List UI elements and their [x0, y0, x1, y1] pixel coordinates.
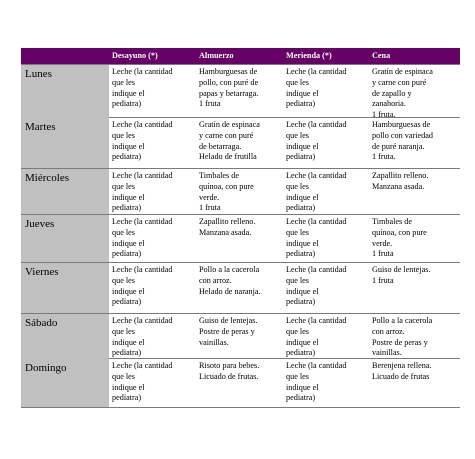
menu-line: Helado de frutilla	[199, 152, 257, 162]
menu-line: Leche (la cantidad	[286, 120, 347, 129]
merienda-cell	[283, 169, 369, 214]
menu-line: Leche (la cantidad	[112, 361, 173, 370]
menu-line: vainillas.	[199, 337, 229, 347]
menu-line: Manzana asada.	[372, 181, 425, 191]
menu-line: pediatra)	[112, 393, 142, 403]
menu-line: indique el	[286, 192, 319, 202]
table-row	[21, 214, 460, 262]
menu-line: Leche (la cantidad	[112, 316, 173, 325]
menu-line: pediatra)	[112, 99, 142, 109]
menu-line: indique el	[112, 286, 145, 296]
menu-line: Postre de peras y	[372, 337, 428, 347]
merienda-cell	[283, 314, 369, 359]
weekly-menu-table	[21, 48, 460, 408]
cena-cell	[369, 215, 460, 262]
menu-line: verde.	[372, 238, 393, 248]
menu-line: Zapallito relleno.	[372, 171, 429, 180]
menu-line: 1 fruta	[199, 99, 221, 109]
menu-line: indique el	[112, 337, 145, 347]
menu-line: Leche (la cantidad	[286, 217, 347, 226]
menu-line: pediatra)	[286, 393, 316, 403]
menu-line: pediatra)	[286, 249, 316, 259]
header-corner	[21, 48, 109, 64]
menu-line: con arroz.	[372, 326, 405, 336]
menu-line: vainillas.	[372, 348, 402, 358]
menu-line: Hamburguesas de	[199, 67, 258, 76]
menu-line: pediatra)	[112, 348, 142, 358]
menu-line: que les	[112, 181, 135, 191]
menu-line: Timbales de	[199, 171, 239, 180]
menu-line: pediatra)	[286, 152, 316, 162]
menu-line: Risoto para bebes.	[199, 361, 260, 370]
menu-line: pediatra)	[286, 348, 316, 358]
day-label: Sábado	[21, 314, 109, 359]
day-label: Lunes	[21, 65, 109, 121]
menu-line: Timbales de	[372, 217, 412, 226]
menu-line: y carne con puré	[372, 77, 427, 87]
menu-line: indique el	[112, 88, 145, 98]
merienda-cell	[283, 118, 369, 168]
table-row	[21, 117, 460, 168]
menu-line: Leche (la cantidad	[112, 171, 173, 180]
desayuno-cell	[109, 118, 196, 168]
merienda-cell	[283, 215, 369, 262]
menu-line: pediatra)	[286, 203, 316, 213]
menu-line: indique el	[112, 141, 145, 151]
menu-line: Guiso de lentejas.	[199, 316, 258, 325]
day-label: Martes	[21, 118, 109, 168]
table-row	[21, 64, 460, 120]
almuerzo-cell	[196, 215, 283, 262]
cena-cell	[369, 314, 460, 359]
menu-line: verde.	[199, 192, 220, 202]
menu-line: 1 fruta	[372, 275, 394, 285]
day-label: Viernes	[21, 263, 109, 313]
menu-line: Leche (la cantidad	[112, 67, 173, 76]
cena-cell	[369, 65, 460, 121]
menu-line: Licuado de frutas	[372, 371, 430, 381]
menu-line: Pollo a la cacerola	[199, 265, 260, 274]
menu-line: Licuado de frutas.	[199, 371, 259, 381]
cena-cell	[369, 359, 460, 407]
menu-line: Leche (la cantidad	[112, 120, 173, 129]
day-label: Domingo	[21, 359, 109, 407]
menu-line: que les	[286, 181, 309, 191]
menu-line: y carne con puré	[199, 130, 254, 140]
menu-line: que les	[112, 130, 135, 140]
menu-line: 1 fruta.	[372, 152, 396, 162]
header-almuerzo: Almuerzo	[199, 51, 234, 60]
menu-line: Leche (la cantidad	[112, 265, 173, 274]
menu-line: 1 fruta	[372, 249, 394, 259]
menu-line: papas y betarraga.	[199, 88, 259, 98]
menu-line: quínoa, con pure	[372, 227, 427, 237]
menu-line: que les	[286, 130, 309, 140]
header-merienda: Merienda (*)	[286, 51, 332, 60]
table-row	[21, 358, 460, 408]
menu-line: indique el	[286, 141, 319, 151]
menu-line: que les	[112, 275, 135, 285]
menu-line: indique el	[286, 286, 319, 296]
menu-line: indique el	[112, 382, 145, 392]
menu-line: Berenjena rellena.	[372, 361, 432, 370]
menu-line: que les	[112, 227, 135, 237]
menu-line: Leche (la cantidad	[286, 67, 347, 76]
table-body	[21, 64, 460, 408]
menu-line: Zapallito relleno.	[199, 217, 256, 226]
almuerzo-cell	[196, 169, 283, 214]
menu-line: Postre de peras y	[199, 326, 255, 336]
table-header	[21, 48, 460, 64]
menu-line: indique el	[286, 88, 319, 98]
almuerzo-cell	[196, 359, 283, 407]
day-label: Miércoles	[21, 169, 109, 214]
menu-line: indique el	[286, 337, 319, 347]
menu-line: Manzana asada.	[199, 227, 252, 237]
menu-line: Leche (la cantidad	[286, 316, 347, 325]
menu-line: indique el	[286, 238, 319, 248]
menu-line: Leche (la cantidad	[112, 217, 173, 226]
menu-line: indique el	[112, 192, 145, 202]
menu-line: con arroz.	[199, 275, 232, 285]
menu-line: Leche (la cantidad	[286, 265, 347, 274]
menu-line: que les	[286, 326, 309, 336]
table-row	[21, 262, 460, 313]
almuerzo-cell	[196, 314, 283, 359]
menu-line: Hamburguesas de	[372, 120, 431, 129]
day-label: Jueves	[21, 215, 109, 262]
desayuno-cell	[109, 263, 196, 313]
menu-line: 1 fruta	[199, 203, 221, 213]
merienda-cell	[283, 263, 369, 313]
menu-line: Gratín de espinaca	[372, 67, 433, 76]
menu-line: pediatra)	[112, 249, 142, 259]
menu-line: que les	[286, 371, 309, 381]
menu-line: pediatra)	[286, 297, 316, 307]
menu-line: que les	[286, 77, 309, 87]
menu-line: Pollo a la cacerola	[372, 316, 433, 325]
cena-cell	[369, 169, 460, 214]
menu-line: Leche (la cantidad	[286, 171, 347, 180]
menu-line: Gratín de espinaca	[199, 120, 260, 129]
menu-line: de puré naranja.	[372, 141, 425, 151]
cena-cell	[369, 118, 460, 168]
menu-line: pollo con variedad	[372, 130, 433, 140]
merienda-cell	[283, 65, 369, 121]
header-cena: Cena	[372, 51, 391, 60]
desayuno-cell	[109, 215, 196, 262]
menu-line: pediatra)	[286, 99, 316, 109]
menu-line: indique el	[286, 382, 319, 392]
desayuno-cell	[109, 169, 196, 214]
menu-line: zanahoria.	[372, 99, 406, 109]
menu-line: 1 fruta.	[372, 110, 396, 120]
menu-line: Guiso de lentejas.	[372, 265, 431, 274]
menu-line: de betarraga.	[199, 141, 242, 151]
menu-line: pediatra)	[112, 152, 142, 162]
merienda-cell	[283, 359, 369, 407]
desayuno-cell	[109, 359, 196, 407]
menu-line: que les	[112, 77, 135, 87]
desayuno-cell	[109, 314, 196, 359]
menu-line: Helado de naranja.	[199, 286, 261, 296]
almuerzo-cell	[196, 118, 283, 168]
menu-line: pediatra)	[112, 203, 142, 213]
almuerzo-cell	[196, 65, 283, 121]
menu-line: quínoa, con pure	[199, 181, 254, 191]
almuerzo-cell	[196, 263, 283, 313]
header-desayuno: Desayuno (*)	[112, 51, 158, 60]
menu-line: que les	[286, 275, 309, 285]
menu-line: pollo, con puré de	[199, 77, 259, 87]
menu-line: que les	[112, 326, 135, 336]
menu-line: indique el	[112, 238, 145, 248]
menu-line: pediatra)	[112, 297, 142, 307]
menu-line: de zapallo y	[372, 88, 412, 98]
cena-cell	[369, 263, 460, 313]
menu-line: que les	[112, 371, 135, 381]
table-row	[21, 313, 460, 358]
menu-line: que les	[286, 227, 309, 237]
menu-line: Leche (la cantidad	[286, 361, 347, 370]
table-row	[21, 168, 460, 214]
desayuno-cell	[109, 65, 196, 121]
